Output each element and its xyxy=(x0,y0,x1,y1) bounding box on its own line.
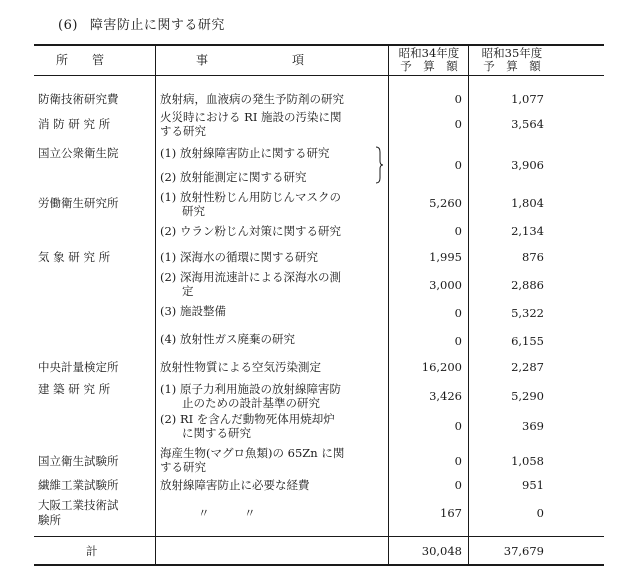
row-item-cont: 定 xyxy=(182,284,194,298)
col-divider-item xyxy=(388,44,389,566)
row-fy34: 0 xyxy=(454,158,462,172)
row-fy34: 3,000 xyxy=(429,278,462,292)
row-fy34: 0 xyxy=(454,454,462,468)
header-fy35-line2: 予 算 額 xyxy=(483,59,541,73)
total-fy34: 30,048 xyxy=(421,544,462,558)
row-fy35: 5,290 xyxy=(511,389,544,403)
row-fy35: 3,564 xyxy=(511,117,544,131)
row-agency: 建 築 研 究 所 xyxy=(38,382,111,396)
row-fy34: 167 xyxy=(440,506,462,520)
row-item: 放射病，血液病の発生予防剤の研究 xyxy=(160,92,344,106)
row-fy35: 2,134 xyxy=(511,224,544,238)
row-fy34: 0 xyxy=(454,224,462,238)
row-fy34: 0 xyxy=(454,334,462,348)
col-divider-fy xyxy=(468,44,469,566)
row-item: 放射性物質による空気汚染測定 xyxy=(160,360,321,374)
row-agency: 労働衛生研究所 xyxy=(38,196,119,210)
header-agency: 所 管 xyxy=(56,53,105,67)
total-fy35: 37,679 xyxy=(503,544,544,558)
row-fy35: 876 xyxy=(522,250,544,264)
section-number: (6) xyxy=(58,18,78,33)
row-fy35: 951 xyxy=(522,478,544,492)
row-item: (1) 放射性粉じん用防じんマスクの xyxy=(160,190,341,204)
row-fy34: 1,995 xyxy=(429,250,462,264)
row-item: (3) 施設整備 xyxy=(160,304,226,318)
row-fy35: 6,155 xyxy=(511,334,544,348)
row-agency: 繊維工業試験所 xyxy=(38,478,119,492)
row-fy34: 0 xyxy=(454,306,462,320)
row-item-ditto: 〃 〃 xyxy=(198,506,256,520)
header-fy34 xyxy=(390,47,468,73)
row-item: 放射線障害防止に必要な経費 xyxy=(160,478,310,492)
row-fy34: 5,260 xyxy=(429,196,462,210)
row-item: (1) 放射線障害防止に関する研究 xyxy=(160,146,330,160)
row-agency-cont: 験所 xyxy=(38,513,61,527)
row-fy34: 0 xyxy=(454,92,462,106)
row-item-cont: する研究 xyxy=(160,460,206,474)
row-fy35: 1,077 xyxy=(511,92,544,106)
row-agency: 国立衛生試験所 xyxy=(38,454,119,468)
row-fy35: 1,058 xyxy=(511,454,544,468)
row-fy34: 3,426 xyxy=(429,389,462,403)
row-fy35: 2,886 xyxy=(511,278,544,292)
section-title xyxy=(58,14,225,33)
row-item: (2) RI を含んだ動物死体用焼却炉 xyxy=(160,412,335,426)
row-fy34: 0 xyxy=(454,117,462,131)
row-agency: 中央計量検定所 xyxy=(38,360,119,374)
header-fy34-line1: 昭和34年度 xyxy=(398,46,460,60)
row-item: (4) 放射性ガス廃棄の研究 xyxy=(160,332,295,346)
row-agency: 消 防 研 究 所 xyxy=(38,117,111,131)
header-item: 事 項 xyxy=(196,53,305,67)
row-item-cont: する研究 xyxy=(160,124,206,138)
total-label: 計 xyxy=(86,544,98,558)
header-bottom-rule xyxy=(34,75,604,76)
row-fy35: 0 xyxy=(536,506,544,520)
row-fy34: 0 xyxy=(454,478,462,492)
header-fy35-line1: 昭和35年度 xyxy=(481,46,543,60)
row-fy35: 2,287 xyxy=(511,360,544,374)
row-fy34: 16,200 xyxy=(421,360,462,374)
row-item: (2) 放射能測定に関する研究 xyxy=(160,170,307,184)
col-divider-agency xyxy=(155,44,156,566)
row-fy34: 0 xyxy=(454,419,462,433)
row-fy35: 369 xyxy=(522,419,544,433)
header-fy34-line2: 予 算 額 xyxy=(400,59,458,73)
row-fy35: 3,906 xyxy=(511,158,544,172)
row-fy35: 5,322 xyxy=(511,306,544,320)
row-item-cont: 研究 xyxy=(182,204,205,218)
row-agency: 大阪工業技術試 xyxy=(38,498,119,512)
header-fy35 xyxy=(470,47,554,73)
table-bottom-rule xyxy=(34,564,604,566)
row-fy35: 1,804 xyxy=(511,196,544,210)
row-item: 火災時における RI 施設の汚染に関 xyxy=(160,110,342,124)
row-item-cont: に関する研究 xyxy=(182,426,251,440)
row-item: (2) ウラン粉じん対策に関する研究 xyxy=(160,224,341,238)
row-item: (2) 深海用流速計による深海水の測 xyxy=(160,270,341,284)
row-item-cont: 止のための設計基準の研究 xyxy=(182,396,320,410)
row-agency: 気 象 研 究 所 xyxy=(38,250,111,264)
brace-icon xyxy=(375,146,383,184)
row-item: (1) 深海水の循環に関する研究 xyxy=(160,250,318,264)
row-item: (1) 原子力利用施設の放射線障害防 xyxy=(160,382,341,396)
total-top-rule xyxy=(34,536,604,537)
row-agency: 国立公衆衛生院 xyxy=(38,146,119,160)
row-agency: 防衛技術研究費 xyxy=(38,92,119,106)
row-item: 海産生物(マグロ魚類)の 65Zn に関 xyxy=(160,446,345,460)
section-title-text: 障害防止に関する研究 xyxy=(89,18,225,33)
